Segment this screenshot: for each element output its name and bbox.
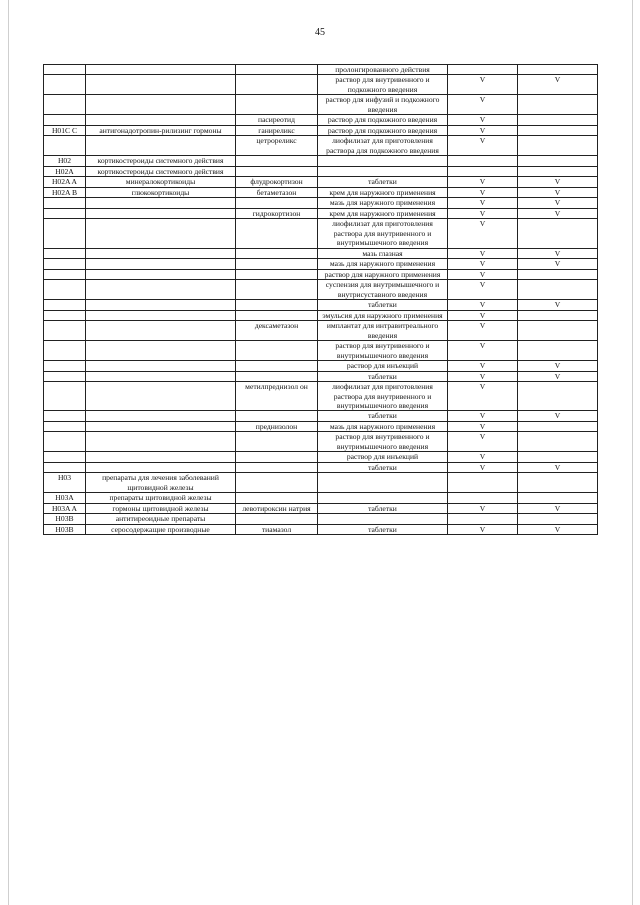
drug-name-cell: [236, 473, 318, 493]
anatomical-group-cell: [86, 411, 236, 421]
dosage-form-cell: [318, 156, 448, 166]
dosage-form-cell: раствор для инъекций: [318, 361, 448, 371]
mark-cell-2: [518, 115, 598, 125]
anatomical-group-cell: [86, 269, 236, 279]
anatomical-group-cell: кортикостероиды системного действия: [86, 156, 236, 166]
table-row: [44, 208, 598, 218]
drug-name-cell: цетрореликс: [236, 136, 318, 156]
drug-name-cell: флудрокортизон: [236, 177, 318, 187]
table-row: [44, 166, 598, 176]
drug-name-cell: [236, 248, 318, 258]
atc-code-cell: [44, 259, 86, 269]
mark-cell-2: V: [518, 361, 598, 371]
mark-cell-1: V: [448, 269, 518, 279]
drug-name-cell: [236, 156, 318, 166]
mark-cell-2: V: [518, 300, 598, 310]
drug-name-cell: метилпреднизол он: [236, 382, 318, 411]
drug-name-cell: [236, 75, 318, 95]
dosage-form-cell: лиофилизат для приготовления раствора для внутривенного и внутримышечного введения: [318, 382, 448, 411]
anatomical-group-cell: [86, 371, 236, 381]
dosage-form-cell: крем для наружного применения: [318, 208, 448, 218]
mark-cell-2: [518, 452, 598, 462]
dosage-form-cell: раствор для инфузий и подкожного введения: [318, 95, 448, 115]
mark-cell-1: V: [448, 198, 518, 208]
mark-cell-1: V: [448, 95, 518, 115]
atc-code-cell: H03A: [44, 493, 86, 503]
anatomical-group-cell: [86, 361, 236, 371]
table-row: [44, 125, 598, 135]
drug-name-cell: преднизолон: [236, 421, 318, 431]
anatomical-group-cell: [86, 310, 236, 320]
mark-cell-1: V: [448, 452, 518, 462]
table-row: [44, 503, 598, 513]
mark-cell-1: V: [448, 136, 518, 156]
mark-cell-2: V: [518, 187, 598, 197]
dosage-form-cell: имплантат для интравитреального введения: [318, 321, 448, 341]
mark-cell-1: V: [448, 361, 518, 371]
anatomical-group-cell: [86, 198, 236, 208]
atc-code-cell: [44, 452, 86, 462]
mark-cell-1: [448, 514, 518, 524]
anatomical-group-cell: [86, 219, 236, 248]
mark-cell-2: V: [518, 524, 598, 534]
atc-code-cell: [44, 269, 86, 279]
table-row: [44, 411, 598, 421]
table-row: [44, 452, 598, 462]
atc-code-cell: [44, 280, 86, 300]
atc-code-cell: [44, 411, 86, 421]
atc-code-cell: H02: [44, 156, 86, 166]
mark-cell-1: V: [448, 371, 518, 381]
dosage-form-cell: таблетки: [318, 177, 448, 187]
mark-cell-1: V: [448, 321, 518, 341]
atc-code-cell: H01C C: [44, 125, 86, 135]
table-row: [44, 341, 598, 361]
mark-cell-1: V: [448, 187, 518, 197]
mark-cell-1: V: [448, 310, 518, 320]
atc-code-cell: [44, 462, 86, 472]
drug-name-cell: [236, 514, 318, 524]
anatomical-group-cell: [86, 95, 236, 115]
anatomical-group-cell: [86, 321, 236, 341]
drug-name-cell: дексаметазон: [236, 321, 318, 341]
dosage-form-cell: суспензия для внутримышечного и внутрисуставного введения: [318, 280, 448, 300]
dosage-form-cell: раствор для наружного применения: [318, 269, 448, 279]
anatomical-group-cell: [86, 208, 236, 218]
mark-cell-2: [518, 280, 598, 300]
drug-name-cell: [236, 269, 318, 279]
drug-name-cell: пасиреотид: [236, 115, 318, 125]
anatomical-group-cell: [86, 300, 236, 310]
drug-name-cell: [236, 432, 318, 452]
mark-cell-1: V: [448, 208, 518, 218]
table-row: [44, 310, 598, 320]
atc-code-cell: [44, 115, 86, 125]
mark-cell-2: [518, 421, 598, 431]
anatomical-group-cell: антитиреоидные препараты: [86, 514, 236, 524]
mark-cell-2: [518, 65, 598, 75]
mark-cell-1: V: [448, 382, 518, 411]
atc-code-cell: [44, 432, 86, 452]
mark-cell-1: [448, 156, 518, 166]
drug-name-cell: [236, 280, 318, 300]
atc-code-cell: H02A A: [44, 177, 86, 187]
dosage-form-cell: мазь для наружного применения: [318, 421, 448, 431]
table-row: [44, 95, 598, 115]
atc-code-cell: H03B: [44, 524, 86, 534]
table-row: [44, 198, 598, 208]
drug-name-cell: бетаметазон: [236, 187, 318, 197]
dosage-form-cell: пролонгированного действия: [318, 65, 448, 75]
drug-name-cell: [236, 361, 318, 371]
mark-cell-1: V: [448, 524, 518, 534]
table-row: [44, 382, 598, 411]
drug-name-cell: тиамазол: [236, 524, 318, 534]
mark-cell-2: [518, 514, 598, 524]
anatomical-group-cell: минералокортикоиды: [86, 177, 236, 187]
mark-cell-2: [518, 95, 598, 115]
dosage-form-cell: раствор для подкожного введения: [318, 125, 448, 135]
table-row: [44, 473, 598, 493]
mark-cell-2: [518, 166, 598, 176]
atc-code-cell: H02A: [44, 166, 86, 176]
drug-name-cell: [236, 166, 318, 176]
mark-cell-1: V: [448, 248, 518, 258]
anatomical-group-cell: препараты для лечения заболеваний щитовидной железы: [86, 473, 236, 493]
anatomical-group-cell: гормоны щитовидной железы: [86, 503, 236, 513]
dosage-form-cell: таблетки: [318, 503, 448, 513]
table-row: [44, 371, 598, 381]
anatomical-group-cell: [86, 248, 236, 258]
mark-cell-1: [448, 493, 518, 503]
atc-code-cell: [44, 341, 86, 361]
table-row: [44, 524, 598, 534]
anatomical-group-cell: [86, 75, 236, 95]
anatomical-group-cell: [86, 462, 236, 472]
dosage-form-cell: раствор для внутривенного и внутримышечного введения: [318, 432, 448, 452]
mark-cell-2: [518, 432, 598, 452]
mark-cell-1: V: [448, 115, 518, 125]
mark-cell-2: V: [518, 177, 598, 187]
mark-cell-2: V: [518, 259, 598, 269]
drug-name-cell: [236, 198, 318, 208]
atc-code-cell: [44, 300, 86, 310]
anatomical-group-cell: [86, 421, 236, 431]
table-row: [44, 432, 598, 452]
table-row: [44, 462, 598, 472]
mark-cell-1: V: [448, 280, 518, 300]
dosage-form-cell: раствор для подкожного введения: [318, 115, 448, 125]
mark-cell-1: V: [448, 411, 518, 421]
drug-name-cell: гидрокортизон: [236, 208, 318, 218]
mark-cell-2: [518, 493, 598, 503]
drug-name-cell: [236, 95, 318, 115]
mark-cell-2: [518, 269, 598, 279]
mark-cell-2: [518, 156, 598, 166]
mark-cell-1: V: [448, 259, 518, 269]
mark-cell-1: [448, 473, 518, 493]
table-row: [44, 136, 598, 156]
drug-name-cell: [236, 493, 318, 503]
dosage-form-cell: раствор для внутривенного и внутримышечного введения: [318, 341, 448, 361]
anatomical-group-cell: [86, 341, 236, 361]
mark-cell-1: [448, 166, 518, 176]
mark-cell-2: V: [518, 75, 598, 95]
mark-cell-2: [518, 473, 598, 493]
table-row: [44, 321, 598, 341]
anatomical-group-cell: [86, 136, 236, 156]
atc-code-cell: [44, 382, 86, 411]
mark-cell-1: V: [448, 300, 518, 310]
drug-table: [43, 64, 598, 535]
mark-cell-2: [518, 341, 598, 361]
atc-code-cell: [44, 310, 86, 320]
anatomical-group-cell: серосодержащие производные: [86, 524, 236, 534]
table-row: [44, 177, 598, 187]
dosage-form-cell: лиофилизат для приготовления раствора для внутривенного и внутримышечного введения: [318, 219, 448, 248]
dosage-form-cell: таблетки: [318, 411, 448, 421]
table-row: [44, 514, 598, 524]
table-row: [44, 219, 598, 248]
anatomical-group-cell: антигонадотропин-рилизинг гормоны: [86, 125, 236, 135]
dosage-form-cell: эмульсия для наружного применения: [318, 310, 448, 320]
mark-cell-2: [518, 136, 598, 156]
anatomical-group-cell: [86, 382, 236, 411]
dosage-form-cell: таблетки: [318, 371, 448, 381]
anatomical-group-cell: [86, 280, 236, 300]
dosage-form-cell: мазь для наружного применения: [318, 259, 448, 269]
mark-cell-1: V: [448, 75, 518, 95]
mark-cell-1: V: [448, 432, 518, 452]
table-row: [44, 300, 598, 310]
dosage-form-cell: [318, 473, 448, 493]
table-row: [44, 421, 598, 431]
mark-cell-1: V: [448, 503, 518, 513]
drug-name-cell: [236, 219, 318, 248]
mark-cell-1: V: [448, 421, 518, 431]
mark-cell-2: V: [518, 411, 598, 421]
scan-edge-right: [632, 0, 633, 905]
dosage-form-cell: таблетки: [318, 524, 448, 534]
mark-cell-2: [518, 219, 598, 248]
table-row: [44, 269, 598, 279]
drug-name-cell: [236, 411, 318, 421]
page-number: 45: [315, 27, 325, 38]
mark-cell-2: V: [518, 371, 598, 381]
scan-edge-left: [8, 0, 9, 905]
table-row: [44, 361, 598, 371]
dosage-form-cell: [318, 166, 448, 176]
atc-code-cell: [44, 208, 86, 218]
drug-name-cell: [236, 310, 318, 320]
dosage-form-cell: таблетки: [318, 462, 448, 472]
mark-cell-1: V: [448, 177, 518, 187]
dosage-form-cell: мазь глазная: [318, 248, 448, 258]
anatomical-group-cell: [86, 452, 236, 462]
drug-name-cell: [236, 259, 318, 269]
atc-code-cell: [44, 198, 86, 208]
atc-code-cell: [44, 371, 86, 381]
mark-cell-1: [448, 65, 518, 75]
drug-name-cell: [236, 462, 318, 472]
dosage-form-cell: лиофилизат для приготовления раствора для подкожного введения: [318, 136, 448, 156]
mark-cell-2: V: [518, 248, 598, 258]
drug-name-cell: левотироксин натрия: [236, 503, 318, 513]
table-row: [44, 75, 598, 95]
anatomical-group-cell: глюкокортикоиды: [86, 187, 236, 197]
table-row: [44, 493, 598, 503]
atc-code-cell: [44, 136, 86, 156]
anatomical-group-cell: препараты щитовидной железы: [86, 493, 236, 503]
atc-code-cell: [44, 95, 86, 115]
mark-cell-2: [518, 382, 598, 411]
mark-cell-2: V: [518, 462, 598, 472]
table-row: [44, 259, 598, 269]
table-row: [44, 248, 598, 258]
mark-cell-1: V: [448, 219, 518, 248]
dosage-form-cell: раствор для внутривенного и подкожного введения: [318, 75, 448, 95]
atc-code-cell: H03A A: [44, 503, 86, 513]
drug-name-cell: [236, 371, 318, 381]
mark-cell-1: V: [448, 125, 518, 135]
atc-code-cell: H02A B: [44, 187, 86, 197]
mark-cell-2: V: [518, 503, 598, 513]
dosage-form-cell: [318, 493, 448, 503]
atc-code-cell: H03B: [44, 514, 86, 524]
atc-code-cell: [44, 421, 86, 431]
table-row: [44, 280, 598, 300]
table-row: [44, 187, 598, 197]
atc-code-cell: [44, 361, 86, 371]
atc-code-cell: [44, 65, 86, 75]
drug-name-cell: ганиреликс: [236, 125, 318, 135]
anatomical-group-cell: [86, 115, 236, 125]
drug-name-cell: [236, 341, 318, 361]
anatomical-group-cell: [86, 432, 236, 452]
mark-cell-2: [518, 310, 598, 320]
drug-table-body: [44, 65, 598, 535]
mark-cell-2: [518, 125, 598, 135]
table-row: [44, 65, 598, 75]
mark-cell-1: V: [448, 462, 518, 472]
mark-cell-2: [518, 321, 598, 341]
atc-code-cell: [44, 321, 86, 341]
atc-code-cell: [44, 75, 86, 95]
atc-code-cell: H03: [44, 473, 86, 493]
dosage-form-cell: раствор для инъекций: [318, 452, 448, 462]
dosage-form-cell: мазь для наружного применения: [318, 198, 448, 208]
anatomical-group-cell: кортикостероиды системного действия: [86, 166, 236, 176]
dosage-form-cell: [318, 514, 448, 524]
atc-code-cell: [44, 219, 86, 248]
dosage-form-cell: таблетки: [318, 300, 448, 310]
drug-name-cell: [236, 452, 318, 462]
mark-cell-2: V: [518, 198, 598, 208]
table-row: [44, 115, 598, 125]
dosage-form-cell: крем для наружного применения: [318, 187, 448, 197]
drug-name-cell: [236, 300, 318, 310]
table-row: [44, 156, 598, 166]
mark-cell-2: V: [518, 208, 598, 218]
anatomical-group-cell: [86, 259, 236, 269]
mark-cell-1: V: [448, 341, 518, 361]
atc-code-cell: [44, 248, 86, 258]
anatomical-group-cell: [86, 65, 236, 75]
drug-name-cell: [236, 65, 318, 75]
